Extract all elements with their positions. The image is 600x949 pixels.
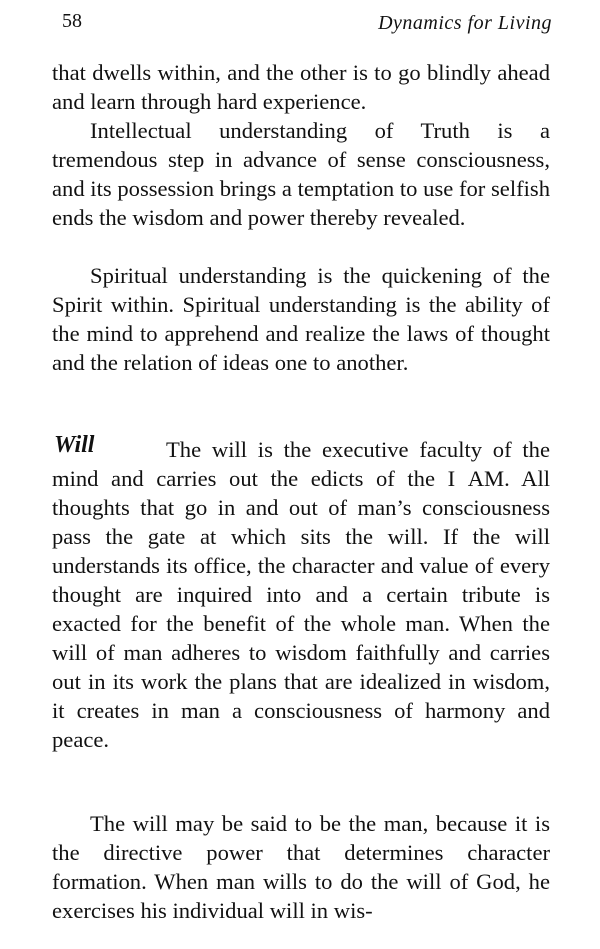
paragraph-2	[52, 116, 550, 232]
i-word: I	[447, 466, 456, 491]
paragraph-3	[52, 261, 550, 377]
am-word: AM	[467, 466, 505, 491]
paragraph-3-text: Spiritual understanding is the quickening of the Spirit within. Spiritual understanding is the ability of the mind to apprehend and realize the laws of thought and the relation of ideas one to another.	[52, 263, 550, 375]
paragraph-5: The will may be said to be the man, because it is the directive power that determines character formation. When man wills to do the will of God, he exercises his individual will in wis-	[52, 810, 550, 923]
page-number: 58	[62, 10, 82, 32]
will-paragraph	[52, 435, 550, 754]
will-rest-text: . All thoughts that go in and out of man’s consciousness pass the gate at which sits the will. If the will understands its office, the character and value of every thought are inquired into and a certain tribute is exacted for the benefit of the whole man. When the will of man adheres to wisdom faithfully and carries out in its work the plans that are idealized in wisdom, it creates in man a consciousness of harmony and peace.	[52, 466, 551, 752]
will-section	[52, 432, 551, 754]
paragraph-1	[52, 58, 550, 116]
page-header	[52, 10, 560, 40]
will-lead-text: The will is the executive faculty of the mind and carries out the edicts of the	[52, 437, 550, 491]
running-title: Dynamics for Living	[378, 12, 552, 34]
paragraph-2-text: Intellectual understanding of Truth is a tremendous step in advance of sense consciousness, and its possession brings a temptation to use for selfish ends the wisdom and power thereby revealed.	[52, 118, 550, 230]
paragraph-1-text: that dwells within, and the other is to go blindly ahead and learn through hard experience.	[52, 60, 550, 114]
section-heading-will: Will	[54, 432, 95, 458]
